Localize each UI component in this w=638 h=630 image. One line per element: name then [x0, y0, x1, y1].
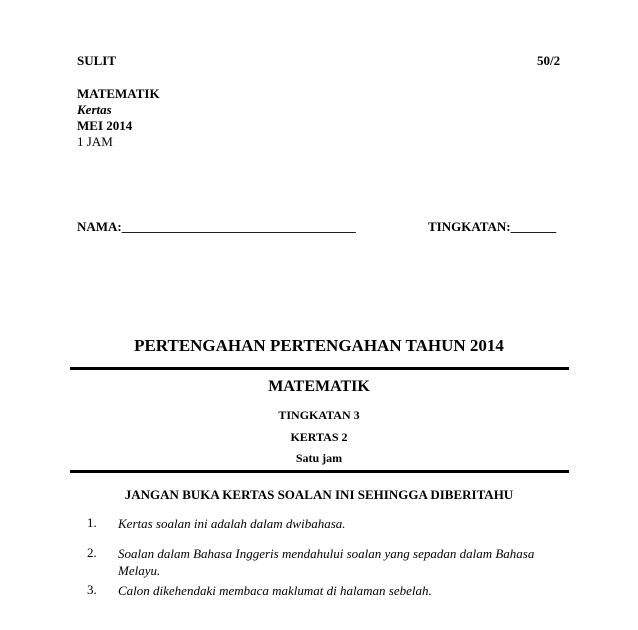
instruction-number: 2.	[87, 545, 97, 560]
top-divider	[70, 367, 569, 370]
confidential-label: SULIT	[77, 53, 117, 68]
paper-code: 50/2	[537, 53, 561, 68]
subject-block	[77, 86, 160, 150]
warning-text: JANGAN BUKA KERTAS SOALAN INI SEHINGGA DIBERITAHU	[124, 487, 514, 502]
exam-form: TINGKATAN 3	[278, 408, 360, 422]
instruction-text: Calon dikehendaki membaca maklumat di halaman sebelah.	[118, 583, 432, 598]
exam-time: Satu jam	[295, 451, 343, 465]
instruction-number: 1.	[87, 515, 97, 530]
instruction-number: 3.	[87, 582, 97, 597]
name-field: NAMA:____________________________________	[77, 219, 356, 234]
subject-name: MATEMATIK	[77, 86, 160, 101]
exam-duration: 1 JAM	[77, 134, 113, 149]
exam-title: PERTENGAHAN PERTENGAHAN TAHUN 2014	[134, 336, 504, 355]
exam-date: MEI 2014	[77, 118, 133, 133]
instruction-text: Kertas soalan ini adalah dalam dwibahasa.	[118, 516, 346, 531]
bottom-divider	[70, 470, 569, 473]
exam-paper: KERTAS 2	[290, 430, 348, 444]
exam-subject: MATEMATIK	[268, 378, 370, 395]
paper-label: Kertas	[77, 102, 112, 117]
instruction-text: Soalan dalam Bahasa Inggeris mendahului soalan yang sepadan dalam Bahasa Melayu.	[118, 546, 535, 578]
form-field: TINGKATAN:_______	[428, 219, 557, 234]
